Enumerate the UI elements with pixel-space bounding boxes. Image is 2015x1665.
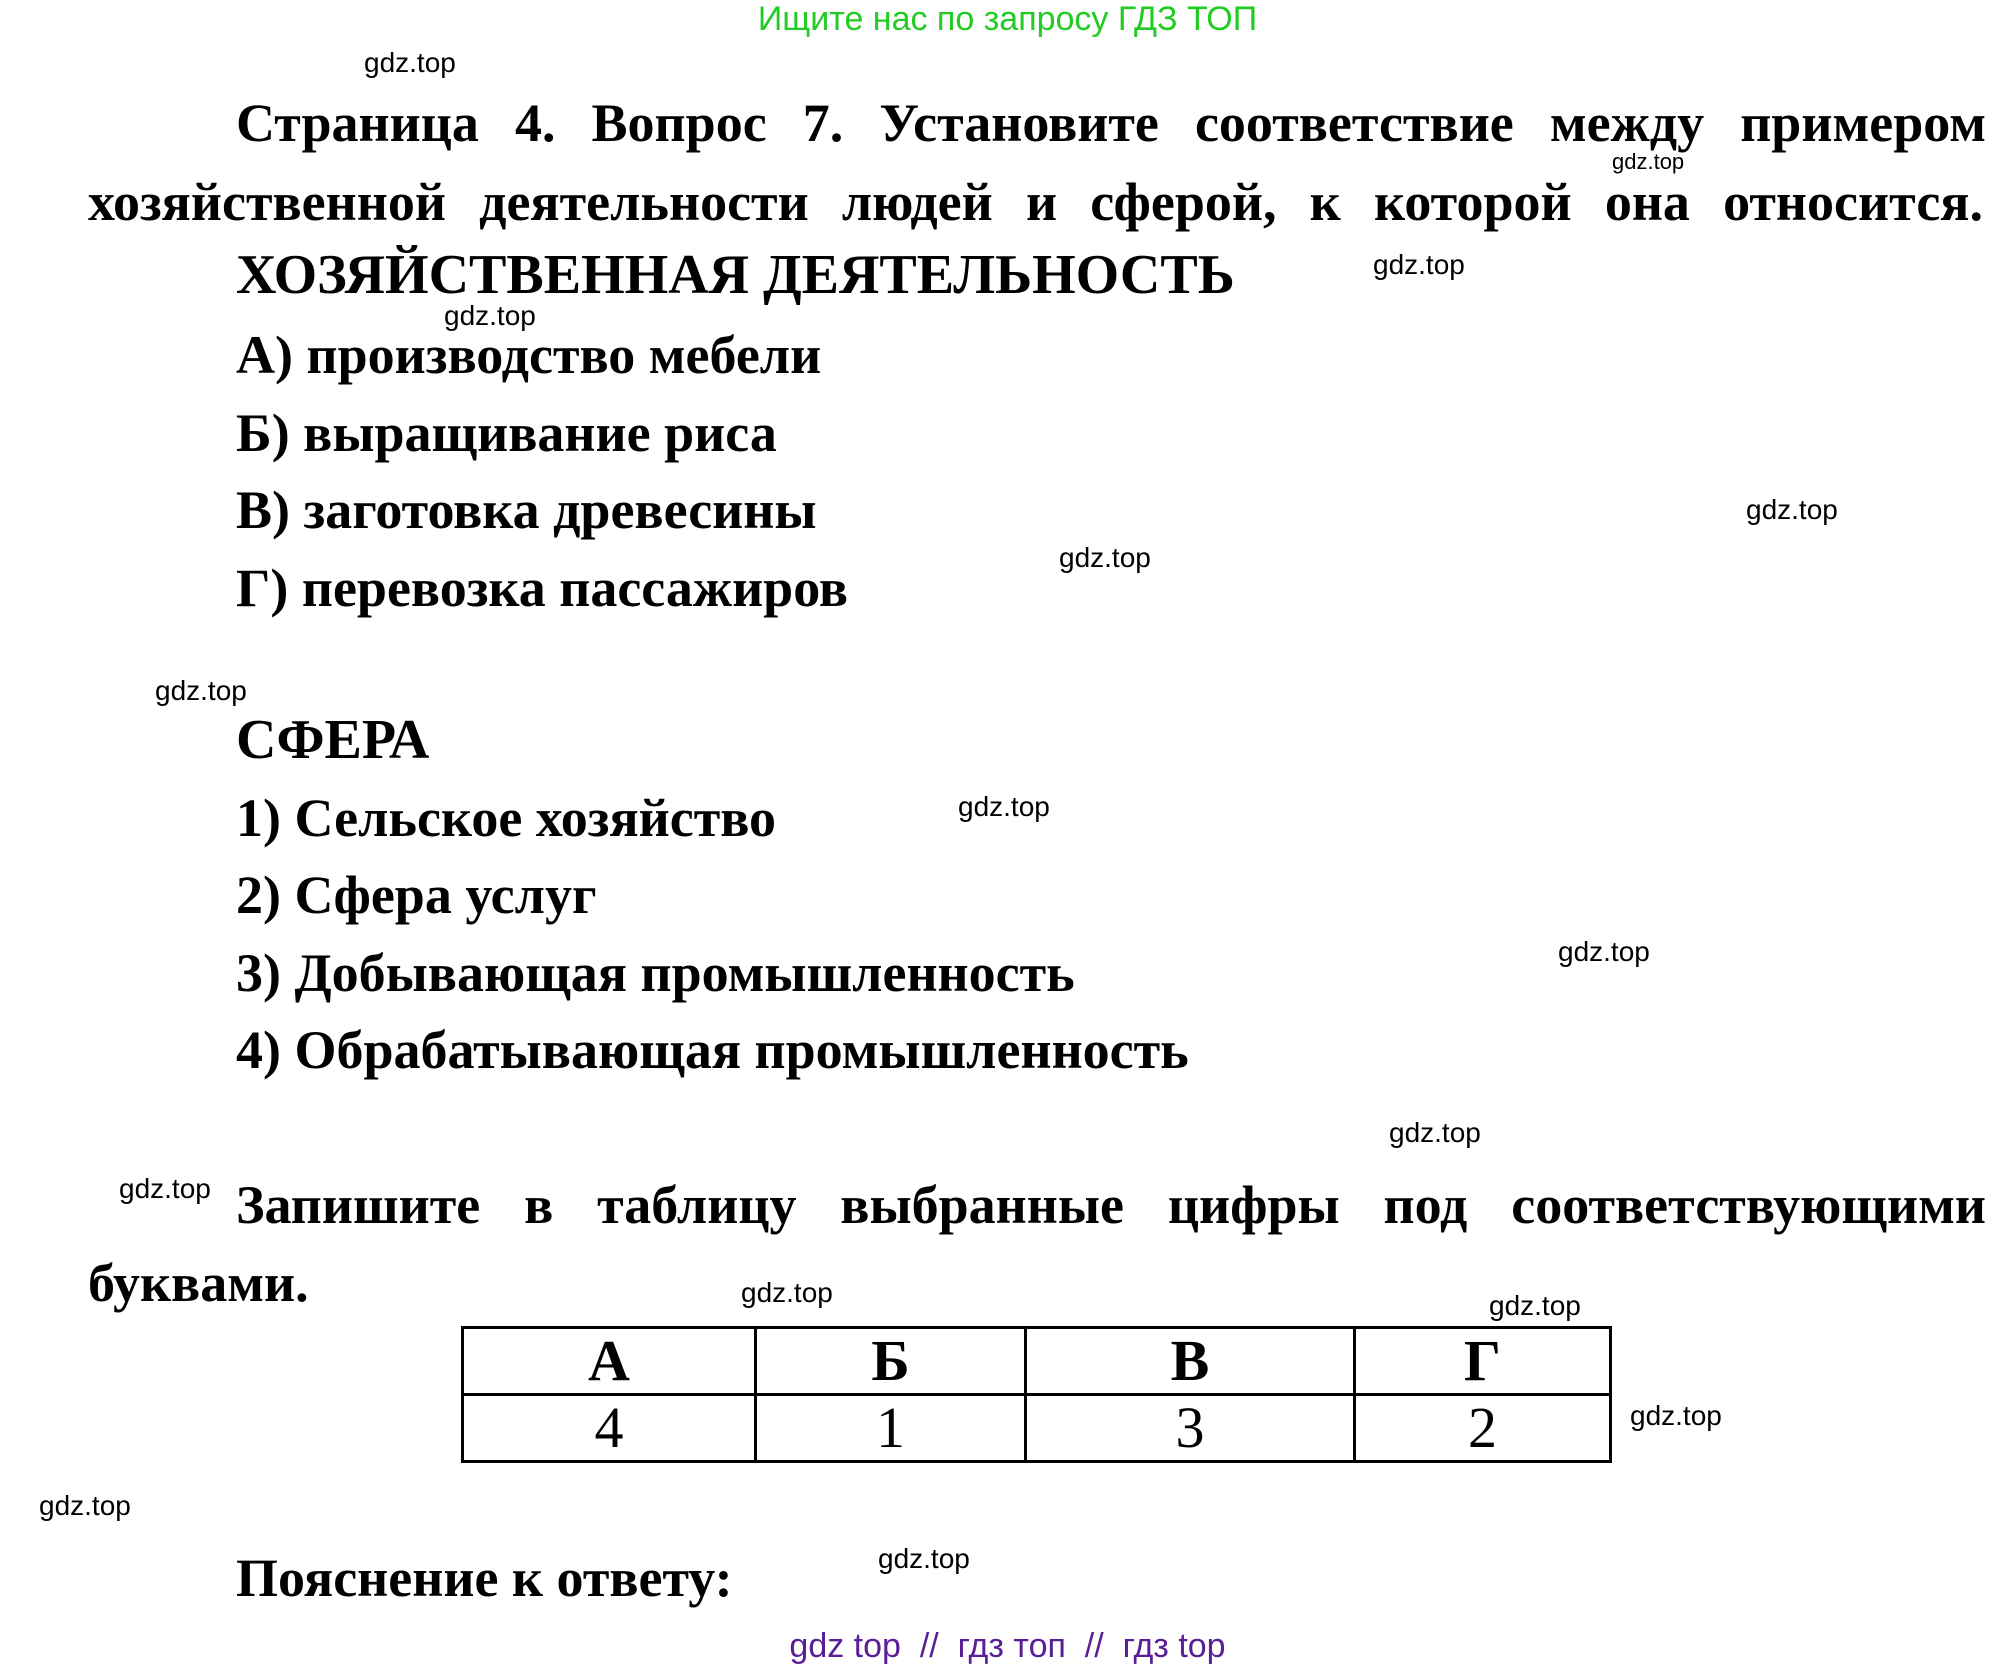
watermark: gdz.top — [878, 1543, 970, 1574]
sphere-item-3: 3) Добывающая промышленность — [236, 943, 1075, 1003]
sphere-heading: СФЕРА — [236, 709, 430, 771]
watermark: gdz.top — [1746, 494, 1838, 525]
question-title-line-2: хозяйственной деятельности людей и сферой, к которой она относится. — [88, 172, 1983, 232]
header-cell-g: Г — [1355, 1328, 1611, 1395]
table-row — [463, 1395, 1611, 1462]
activity-item-b: Б) выращивание риса — [236, 403, 777, 463]
watermark: gdz.top — [1630, 1400, 1722, 1431]
footer-links[interactable]: gdz top // гдз топ // гдз top — [789, 1627, 1226, 1665]
value-cell-g: 2 — [1355, 1395, 1611, 1462]
activity-item-v: В) заготовка древесины — [236, 480, 817, 540]
watermark: gdz.top — [1059, 542, 1151, 573]
header-cell-a: А — [463, 1328, 756, 1395]
watermark: gdz.top — [1612, 149, 1685, 174]
instruction-line-1: Запишите в таблицу выбранные цифры под соответствующими — [236, 1175, 1986, 1235]
table-header-row — [463, 1328, 1611, 1395]
header-cell-b: Б — [756, 1328, 1026, 1395]
watermark: gdz.top — [444, 300, 536, 331]
watermark: gdz.top — [39, 1490, 131, 1521]
sphere-item-4: 4) Обрабатывающая промышленность — [236, 1020, 1189, 1080]
sphere-item-1: 1) Сельское хозяйство — [236, 788, 777, 848]
watermark: gdz.top — [1373, 249, 1465, 280]
watermark: gdz.top — [119, 1173, 211, 1204]
value-cell-b: 1 — [756, 1395, 1026, 1462]
search-banner: Ищите нас по запросу ГДЗ ТОП — [757, 0, 1258, 38]
activity-item-a: А) производство мебели — [236, 325, 822, 385]
activity-item-g: Г) перевозка пассажиров — [236, 558, 849, 618]
header-cell-v: В — [1026, 1328, 1355, 1395]
watermark: gdz.top — [1558, 936, 1650, 967]
answer-table — [461, 1326, 1612, 1463]
activity-heading: ХОЗЯЙСТВЕННАЯ ДЕЯТЕЛЬНОСТЬ — [236, 244, 1235, 306]
value-cell-a: 4 — [463, 1395, 756, 1462]
watermark: gdz.top — [741, 1277, 833, 1308]
explanation-heading: Пояснение к ответу: — [236, 1548, 733, 1608]
watermark: gdz.top — [364, 47, 456, 78]
watermark: gdz.top — [1489, 1290, 1581, 1321]
watermark: gdz.top — [1389, 1117, 1481, 1148]
question-title-line-1: Страница 4. Вопрос 7. Установите соответствие между примером — [236, 93, 1986, 153]
watermark: gdz.top — [155, 675, 247, 706]
sphere-item-2: 2) Сфера услуг — [236, 865, 597, 925]
instruction-line-2: буквами. — [88, 1253, 309, 1313]
watermark: gdz.top — [958, 791, 1050, 822]
value-cell-v: 3 — [1026, 1395, 1355, 1462]
